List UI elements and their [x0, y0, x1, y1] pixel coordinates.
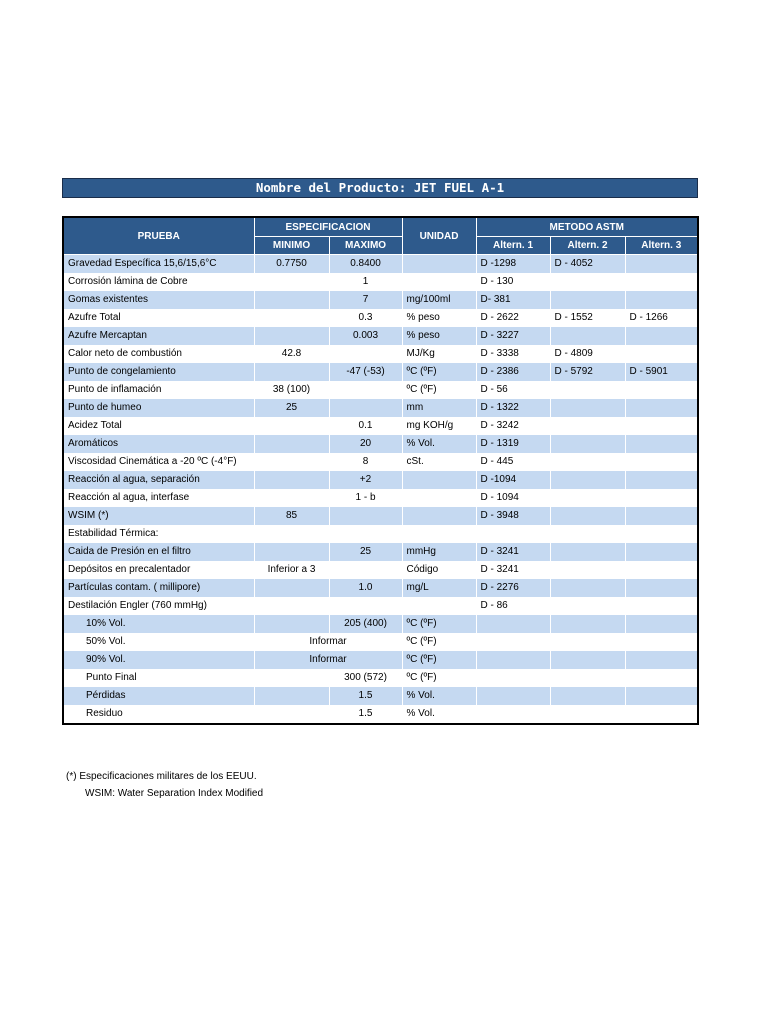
cell-prueba: Azufre Mercaptan: [63, 327, 254, 345]
cell-altern-1: D - 56: [476, 381, 550, 399]
cell-altern-1: D - 3241: [476, 543, 550, 561]
cell-unidad: [402, 597, 476, 615]
cell-minimo: 25: [254, 399, 329, 417]
cell-unidad: [402, 507, 476, 525]
cell-minimo: [254, 489, 329, 507]
cell-altern-1: [476, 633, 550, 651]
cell-altern-1: D - 130: [476, 273, 550, 291]
table-row: [63, 381, 698, 399]
cell-maximo: -47 (-53): [329, 363, 402, 381]
cell-prueba: Corrosión lámina de Cobre: [63, 273, 254, 291]
cell-altern-1: D - 2622: [476, 309, 550, 327]
table-row: [63, 597, 698, 615]
header-metodo-astm: METODO ASTM: [476, 217, 698, 237]
cell-altern-1: D - 3241: [476, 561, 550, 579]
cell-prueba: Punto de inflamación: [63, 381, 254, 399]
cell-minimo: [254, 291, 329, 309]
cell-prueba: Partículas contam. ( millipore): [63, 579, 254, 597]
cell-maximo: 0.8400: [329, 255, 402, 274]
cell-altern-2: [550, 417, 625, 435]
table-row: [63, 345, 698, 363]
cell-prueba: Punto de humeo: [63, 399, 254, 417]
cell-minimo: [254, 471, 329, 489]
cell-maximo: 8: [329, 453, 402, 471]
cell-unidad: ºC (ºF): [402, 651, 476, 669]
cell-unidad: cSt.: [402, 453, 476, 471]
cell-maximo: [329, 345, 402, 363]
table-row: [63, 489, 698, 507]
cell-maximo: 7: [329, 291, 402, 309]
cell-unidad: mg/L: [402, 579, 476, 597]
cell-maximo: 20: [329, 435, 402, 453]
cell-unidad: mm: [402, 399, 476, 417]
product-title: Nombre del Producto: JET FUEL A-1: [62, 178, 698, 198]
cell-altern-3: [625, 255, 698, 274]
cell-minimo: [254, 309, 329, 327]
cell-altern-3: [625, 669, 698, 687]
cell-minimo: [254, 669, 329, 687]
cell-altern-2: [550, 525, 625, 543]
cell-unidad: mg KOH/g: [402, 417, 476, 435]
table-row: [63, 669, 698, 687]
cell-prueba: Destilación Engler (760 mmHg): [63, 597, 254, 615]
cell-maximo: [329, 507, 402, 525]
cell-altern-3: [625, 687, 698, 705]
cell-prueba: Caida de Presión en el filtro: [63, 543, 254, 561]
cell-prueba: Aromáticos: [63, 435, 254, 453]
cell-prueba: Viscosidad Cinemática a -20 ºC (-4°F): [63, 453, 254, 471]
table-row: [63, 435, 698, 453]
cell-unidad: % peso: [402, 309, 476, 327]
cell-altern-3: [625, 543, 698, 561]
cell-unidad: % Vol.: [402, 687, 476, 705]
cell-minimo: [254, 435, 329, 453]
cell-prueba: 90% Vol.: [63, 651, 254, 669]
table-row: [63, 579, 698, 597]
cell-altern-2: [550, 399, 625, 417]
cell-especificacion: Informar: [254, 633, 402, 651]
cell-altern-1: [476, 651, 550, 669]
cell-altern-3: [625, 417, 698, 435]
cell-minimo: [254, 579, 329, 597]
cell-altern-2: D - 4809: [550, 345, 625, 363]
cell-prueba: Gomas existentes: [63, 291, 254, 309]
cell-unidad: [402, 489, 476, 507]
cell-maximo: 300 (572): [329, 669, 402, 687]
cell-prueba: Pérdidas: [63, 687, 254, 705]
cell-altern-3: [625, 525, 698, 543]
cell-altern-2: [550, 471, 625, 489]
cell-maximo: 1.5: [329, 705, 402, 724]
cell-altern-2: [550, 633, 625, 651]
table-row: [63, 651, 698, 669]
cell-minimo: [254, 417, 329, 435]
cell-altern-3: [625, 705, 698, 724]
cell-altern-2: [550, 669, 625, 687]
cell-maximo: 25: [329, 543, 402, 561]
cell-minimo: 0.7750: [254, 255, 329, 274]
cell-altern-3: [625, 435, 698, 453]
cell-prueba: Reacción al agua, interfase: [63, 489, 254, 507]
header-unidad: UNIDAD: [402, 217, 476, 255]
cell-maximo: 0.3: [329, 309, 402, 327]
cell-prueba: Gravedad Específica 15,6/15,6°C: [63, 255, 254, 274]
cell-minimo: [254, 453, 329, 471]
cell-minimo: 38 (100): [254, 381, 329, 399]
cell-maximo: 1 - b: [329, 489, 402, 507]
cell-unidad: [402, 471, 476, 489]
cell-altern-2: [550, 507, 625, 525]
cell-unidad: [402, 525, 476, 543]
cell-maximo: [329, 561, 402, 579]
cell-prueba: WSIM (*): [63, 507, 254, 525]
cell-maximo: [329, 597, 402, 615]
cell-altern-3: [625, 345, 698, 363]
cell-minimo: 85: [254, 507, 329, 525]
cell-altern-1: D - 3227: [476, 327, 550, 345]
cell-maximo: [329, 381, 402, 399]
cell-prueba: Depósitos en precalentador: [63, 561, 254, 579]
cell-altern-1: D - 3338: [476, 345, 550, 363]
table-row: [63, 687, 698, 705]
cell-altern-3: D - 5901: [625, 363, 698, 381]
cell-altern-3: D - 1266: [625, 309, 698, 327]
footnote-line-1: (*) Especificaciones militares de los EEUU.: [66, 771, 257, 782]
cell-altern-1: D - 3242: [476, 417, 550, 435]
cell-altern-2: [550, 327, 625, 345]
table-body: [63, 255, 698, 725]
cell-minimo: [254, 327, 329, 345]
cell-altern-3: [625, 273, 698, 291]
cell-altern-2: [550, 453, 625, 471]
cell-unidad: mmHg: [402, 543, 476, 561]
cell-unidad: ºC (ºF): [402, 633, 476, 651]
cell-altern-2: [550, 579, 625, 597]
cell-altern-3: [625, 453, 698, 471]
cell-altern-3: [625, 471, 698, 489]
table-row: [63, 417, 698, 435]
cell-maximo: [329, 525, 402, 543]
header-maximo: MAXIMO: [329, 237, 402, 255]
cell-altern-1: D - 3948: [476, 507, 550, 525]
cell-maximo: 0.1: [329, 417, 402, 435]
cell-altern-1: D- 381: [476, 291, 550, 309]
cell-unidad: % peso: [402, 327, 476, 345]
cell-altern-3: [625, 561, 698, 579]
cell-altern-2: [550, 705, 625, 724]
cell-unidad: ºC (ºF): [402, 615, 476, 633]
table-row: [63, 273, 698, 291]
cell-prueba: Azufre Total: [63, 309, 254, 327]
header-altern-2: Altern. 2: [550, 237, 625, 255]
cell-maximo: 1.5: [329, 687, 402, 705]
cell-maximo: 1.0: [329, 579, 402, 597]
cell-altern-2: [550, 435, 625, 453]
cell-altern-1: [476, 669, 550, 687]
cell-altern-3: [625, 651, 698, 669]
cell-maximo: [329, 399, 402, 417]
table-row: [63, 471, 698, 489]
cell-altern-3: [625, 633, 698, 651]
cell-altern-1: D - 86: [476, 597, 550, 615]
cell-altern-3: [625, 507, 698, 525]
cell-maximo: 205 (400): [329, 615, 402, 633]
table-row: [63, 525, 698, 543]
header-minimo: MINIMO: [254, 237, 329, 255]
cell-altern-2: [550, 561, 625, 579]
cell-altern-1: D - 1319: [476, 435, 550, 453]
cell-altern-1: D - 1094: [476, 489, 550, 507]
cell-prueba: Reacción al agua, separación: [63, 471, 254, 489]
cell-unidad: ºC (ºF): [402, 363, 476, 381]
cell-altern-1: D - 1322: [476, 399, 550, 417]
cell-minimo: [254, 273, 329, 291]
header-especificacion: ESPECIFICACION: [254, 217, 402, 237]
specification-table: [62, 216, 699, 725]
cell-altern-1: D -1298: [476, 255, 550, 274]
table-row: [63, 399, 698, 417]
cell-altern-1: D - 2276: [476, 579, 550, 597]
cell-altern-2: [550, 381, 625, 399]
cell-minimo: [254, 705, 329, 724]
cell-altern-1: [476, 525, 550, 543]
cell-altern-3: [625, 399, 698, 417]
header-altern-3: Altern. 3: [625, 237, 698, 255]
cell-unidad: Código: [402, 561, 476, 579]
cell-minimo: [254, 525, 329, 543]
cell-minimo: [254, 615, 329, 633]
cell-altern-3: [625, 597, 698, 615]
cell-unidad: % Vol.: [402, 435, 476, 453]
cell-altern-3: [625, 615, 698, 633]
cell-altern-2: [550, 543, 625, 561]
cell-maximo: 1: [329, 273, 402, 291]
cell-prueba: Calor neto de combustión: [63, 345, 254, 363]
cell-unidad: MJ/Kg: [402, 345, 476, 363]
cell-minimo: [254, 687, 329, 705]
cell-prueba: Punto Final: [63, 669, 254, 687]
header-prueba: PRUEBA: [63, 217, 254, 255]
cell-altern-2: [550, 489, 625, 507]
cell-unidad: [402, 255, 476, 274]
cell-altern-1: [476, 705, 550, 724]
cell-unidad: % Vol.: [402, 705, 476, 724]
cell-altern-2: [550, 291, 625, 309]
cell-maximo: 0.003: [329, 327, 402, 345]
table-row: [63, 633, 698, 651]
cell-altern-1: [476, 687, 550, 705]
cell-altern-2: D - 4052: [550, 255, 625, 274]
cell-altern-2: D - 5792: [550, 363, 625, 381]
cell-especificacion: Informar: [254, 651, 402, 669]
cell-altern-1: D -1094: [476, 471, 550, 489]
table-row: [63, 327, 698, 345]
cell-prueba: Residuo: [63, 705, 254, 724]
cell-maximo: +2: [329, 471, 402, 489]
cell-altern-1: D - 2386: [476, 363, 550, 381]
cell-altern-3: [625, 381, 698, 399]
cell-altern-2: [550, 687, 625, 705]
cell-prueba: 50% Vol.: [63, 633, 254, 651]
cell-prueba: Acidez Total: [63, 417, 254, 435]
cell-unidad: mg/100ml: [402, 291, 476, 309]
table-row: [63, 615, 698, 633]
table-row: [63, 705, 698, 724]
cell-altern-3: [625, 291, 698, 309]
cell-altern-2: [550, 651, 625, 669]
cell-prueba: Punto de congelamiento: [63, 363, 254, 381]
footnote: [66, 768, 263, 802]
cell-altern-2: D - 1552: [550, 309, 625, 327]
cell-unidad: [402, 273, 476, 291]
cell-altern-3: [625, 579, 698, 597]
cell-altern-3: [625, 327, 698, 345]
footnote-line-2: WSIM: Water Separation Index Modified: [85, 788, 264, 799]
cell-minimo: 42.8: [254, 345, 329, 363]
table-row: [63, 543, 698, 561]
cell-altern-2: [550, 273, 625, 291]
cell-unidad: ºC (ºF): [402, 381, 476, 399]
cell-unidad: ºC (ºF): [402, 669, 476, 687]
table-row: [63, 561, 698, 579]
header-altern-1: Altern. 1: [476, 237, 550, 255]
cell-prueba: Estabilidad Térmica:: [63, 525, 254, 543]
table-row: [63, 507, 698, 525]
table-row: [63, 453, 698, 471]
cell-altern-1: [476, 615, 550, 633]
table-row: [63, 291, 698, 309]
cell-altern-1: D - 445: [476, 453, 550, 471]
table-row: [63, 255, 698, 274]
table-row: [63, 363, 698, 381]
cell-minimo: [254, 597, 329, 615]
cell-altern-3: [625, 489, 698, 507]
table-row: [63, 309, 698, 327]
cell-minimo: [254, 543, 329, 561]
cell-altern-2: [550, 597, 625, 615]
cell-minimo: Inferior a 3: [254, 561, 329, 579]
cell-altern-2: [550, 615, 625, 633]
cell-prueba: 10% Vol.: [63, 615, 254, 633]
cell-minimo: [254, 363, 329, 381]
